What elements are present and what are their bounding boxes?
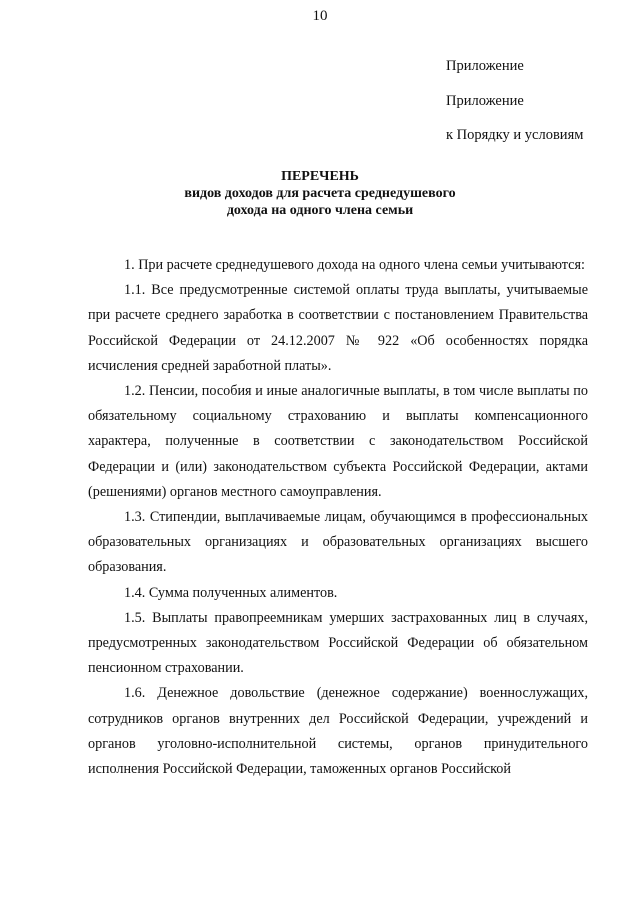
page-number: 10	[312, 8, 328, 24]
paragraph-1-4: 1.4. Сумма полученных алиментов.	[124, 584, 338, 601]
heading-title: ПЕРЕЧЕНЬ	[281, 169, 359, 184]
paragraph-1: 1. При расчете среднедушевого дохода на одного члена семьи учитываются:	[124, 257, 585, 273]
paragraph-1-2: 1.2. Пенсии, пособия и иные аналогичные выплаты, в том числе выплаты по обязательному социальному страхованию и выплаты компенсационного характера, полученные в соответствии с законодательством Российской Федерации и (или) законодательством субъекта Российской Федерации, актами (решениями) органов местного самоуправления.	[88, 383, 588, 500]
appendix-label-1: Приложение	[446, 58, 524, 74]
document-heading	[0, 168, 640, 219]
appendix-reference: к Порядку и условиям	[446, 127, 584, 143]
paragraph-1-5: 1.5. Выплаты правопреемникам умерших застрахованных лиц в случаях, предусмотренных законодательством Российской Федерации об обязательном пенсионном страховании.	[88, 609, 588, 677]
appendix-label-2: Приложение	[446, 93, 524, 109]
paragraph-1-3: 1.3. Стипендии, выплачиваемые лицам, обучающимся в профессиональных образовательных организациях и образовательных организациях высшего образования.	[88, 509, 588, 576]
paragraph-1-6: 1.6. Денежное довольствие (денежное содержание) военнослужащих, сотрудников органов внутренних дел Российской Федерации, учреждений и органов уголовно-исполнительной системы, органов принудительного исполнения Российской Федерации, таможенных органов Российской	[88, 685, 588, 778]
heading-subtitle-line-1: видов доходов для расчета среднедушевого	[184, 186, 456, 201]
paragraph-1-1: 1.1. Все предусмотренные системой оплаты труда выплаты, учитываемые при расчете среднего заработка в соответствии с постановлением Правительства Российской Федерации от 24.12.2007 № 922 «Об особенностях порядка исчисления средней заработной платы».	[88, 282, 588, 374]
heading-subtitle-line-2: дохода на одного члена семьи	[226, 203, 414, 218]
document-body	[88, 253, 588, 782]
